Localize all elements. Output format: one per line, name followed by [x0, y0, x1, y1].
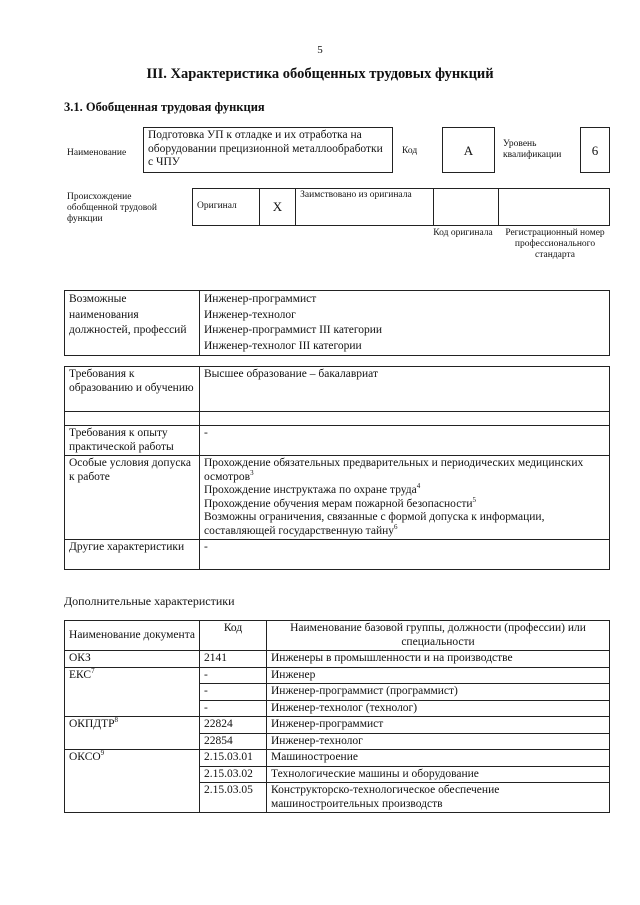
special-label: Особые условия допуска к работе — [65, 456, 200, 540]
code-cell: - — [200, 667, 267, 684]
code-cell: 2.15.03.01 — [200, 750, 267, 767]
name-cell: Конструкторско-технологическое обеспечение машиностроительных производств — [267, 783, 610, 813]
positions-label: Возможные наименования должностей, профессий — [65, 291, 200, 356]
page-number: 5 — [317, 44, 323, 56]
positions-values — [200, 291, 610, 356]
code-cell: 2.15.03.05 — [200, 783, 267, 813]
code-cell: 22854 — [200, 733, 267, 750]
col-name-header: Наименование базовой группы, должности (профессии) или специальности — [267, 621, 610, 651]
function-name-value: Подготовка УП к отладке и их отработка на оборудовании прецизионной металлообработки с ЧПУ — [148, 129, 383, 168]
origin-borrowed-label: Заимствовано из оригинала — [296, 189, 433, 226]
education-label: Требования к образованию и обучению — [65, 367, 200, 412]
origin-code-caption: Код оригинала — [433, 228, 493, 238]
table-row — [65, 750, 610, 767]
special-line: Прохождение обучения мерам пожарной безопасности$^5$ — [204, 495, 477, 510]
table-row — [65, 667, 610, 684]
origin-label: Происхождение обобщенной трудовой функции — [67, 192, 157, 224]
special-line: Прохождение инструктажа по охране труда$^4$ — [204, 482, 421, 496]
code-cell: - — [200, 684, 267, 701]
position-item: Инженер-программист — [204, 293, 317, 305]
position-item: Инженер-технолог III категории — [204, 339, 362, 352]
function-name-box — [143, 127, 393, 173]
table-row — [65, 651, 610, 668]
positions-table — [64, 290, 610, 356]
empty-cell — [200, 412, 610, 426]
name-cell: Инженер-программист — [267, 717, 610, 734]
experience-value: - — [200, 426, 610, 456]
code-cell: 2141 — [200, 651, 267, 668]
requirements-table — [64, 366, 610, 570]
code-value: А — [442, 127, 495, 173]
other-label: Другие характеристики — [65, 540, 200, 570]
name-cell: Инженер-технолог (технолог) — [267, 700, 610, 717]
origin-reg-caption: Регистрационный номер профессионального стандарта — [505, 228, 605, 260]
origin-reg-cell — [499, 189, 610, 226]
name-cell: Инженер — [267, 667, 610, 684]
position-item: Инженер-программист III категории — [204, 324, 383, 336]
code-label: Код — [402, 146, 418, 156]
level-value: 6 — [580, 127, 610, 173]
doc-cell: ЕКС$^7$ — [65, 667, 200, 717]
empty-cell — [65, 412, 200, 426]
additional-table — [64, 620, 610, 813]
section-title: III. Характеристика обобщенных трудовых функций — [146, 66, 494, 82]
special-values — [200, 456, 610, 540]
name-cell: Технологические машины и оборудование — [267, 766, 610, 783]
position-item: Инженер-технолог — [204, 308, 296, 321]
doc-cell: ОКЗ — [65, 651, 200, 668]
origin-code-cell — [433, 189, 499, 226]
doc-cell: ОКПДТР$^8$ — [65, 717, 200, 750]
origin-original-label: Оригинал — [193, 189, 260, 226]
name-cell: Инженер-технолог — [267, 733, 610, 750]
level-label: Уровень квалификации — [503, 139, 562, 160]
code-cell: 2.15.03.02 — [200, 766, 267, 783]
name-cell: Инженеры в промышленности и на производстве — [267, 651, 610, 668]
other-value: - — [200, 540, 610, 570]
education-value: Высшее образование – бакалавриат — [200, 367, 610, 412]
doc-cell: ОКСО$^9$ — [65, 750, 200, 813]
name-cell: Машиностроение — [267, 750, 610, 767]
table-row — [65, 717, 610, 734]
name-label: Наименование — [67, 148, 127, 158]
additional-title: Дополнительные характеристики — [64, 594, 235, 608]
special-line: Возможны ограничения, связанные с формой допуска к информации, составляющей государственную тайну$^6$ — [204, 511, 545, 537]
experience-label: Требования к опыту практической работы — [65, 426, 200, 456]
col-doc-header: Наименование документа — [65, 621, 200, 651]
code-cell: - — [200, 700, 267, 717]
origin-table — [192, 188, 610, 226]
code-cell: 22824 — [200, 717, 267, 734]
col-code-header: Код — [200, 621, 267, 651]
origin-original-mark: Х — [259, 189, 296, 226]
name-cell: Инженер-программист (программист) — [267, 684, 610, 701]
special-line: Прохождение обязательных предварительных и периодических медицинских осмотров$^3$ — [204, 457, 584, 483]
subsection-title: 3.1. Обобщенная трудовая функция — [64, 100, 265, 114]
